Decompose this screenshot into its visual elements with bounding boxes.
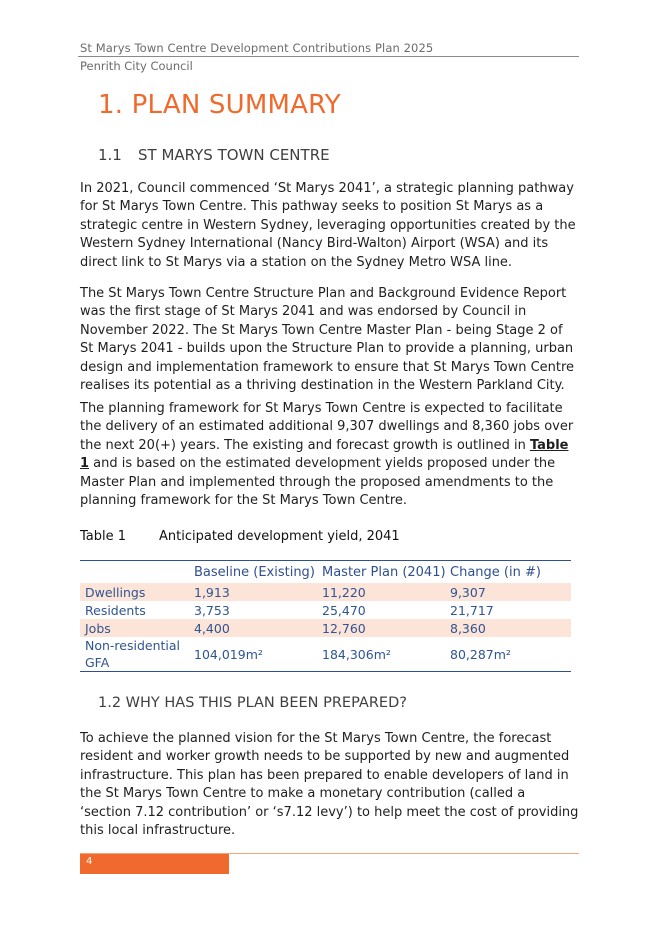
paragraph-4: To achieve the planned vision for the St Marys Town Centre, the forecast resident and worker growth needs to be supported by new and augmented infrastructure. This plan has been prepared to enable developers of land in the St Marys Town Centre to make a monetary contribution (called a ‘section 7.12 contribution’ or ‘s7.12 levy’) to help meet the cost of providing this local infrastructure. xyxy=(80,731,579,839)
table-caption xyxy=(80,529,400,544)
header-doc-title: St Marys Town Centre Development Contributions Plan 2025 xyxy=(80,41,434,55)
subsection-number: 1.1 xyxy=(98,146,122,164)
table-cell: 11,220 xyxy=(322,583,450,601)
table-cell: 80,287m² xyxy=(450,646,511,662)
table-cell: 12,760 xyxy=(322,619,450,637)
section-title: 1. PLAN SUMMARY xyxy=(98,90,341,120)
footer-page-tab xyxy=(80,854,229,874)
table-row xyxy=(80,583,571,601)
table-header-cell: Change (in #) xyxy=(450,565,541,580)
subsection-heading-1-2: 1.2 WHY HAS THIS PLAN BEEN PREPARED? xyxy=(98,695,407,711)
header-organization: Penrith City Council xyxy=(80,59,193,73)
paragraph-3 xyxy=(80,400,580,510)
paragraph-2: The St Marys Town Centre Structure Plan and Background Evidence Report was the first stage of St Marys 2041 and was endorsed by Council in November 2022. The St Marys Town Centre Master Plan - being Stage 2 of St Marys 2041 - builds upon the Structure Plan to provide a planning, urban design and implementation framework to ensure that St Marys Town Centre realises its potential as a thriving destination in the Western Parkland City. xyxy=(80,286,575,394)
table-cell: 9,307 xyxy=(450,583,571,601)
table-header-cell: Baseline (Existing) xyxy=(194,565,315,580)
paragraph-3-text-a: The planning framework for St Marys Town Centre is expected to facilitate the delivery of an estimated additional 9,307 dwellings and 8,360 jobs over the next 20(+) years. The existing and forecast growth is outlined in xyxy=(80,401,574,453)
table-row xyxy=(80,619,571,637)
table-header-cell xyxy=(80,561,194,584)
table-cell: 8,360 xyxy=(450,619,571,637)
table-cell: Residents xyxy=(85,602,146,618)
table-header-row xyxy=(80,561,571,584)
subsection-title: ST MARYS TOWN CENTRE xyxy=(138,146,330,164)
table-cell: Non-residential GFA xyxy=(85,638,181,670)
table-1-link[interactable]: Table 1 xyxy=(80,437,569,472)
table-cell: 3,753 xyxy=(194,602,230,618)
paragraph-3-text-b: and is based on the estimated development yields proposed under the Master Plan and implemented through the proposed amendments to the planning framework for the St Marys Town Centre. xyxy=(80,456,556,509)
table-cell: 1,913 xyxy=(194,583,322,601)
table-cell: 104,019m² xyxy=(194,646,263,662)
table-row xyxy=(80,601,571,619)
table-row xyxy=(80,637,571,672)
paragraph-1: In 2021, Council commenced ‘St Marys 2041’, a strategic planning pathway for St Marys Town Centre. This pathway seeks to position St Marys as a strategic centre in Western Sydney, leveraging opportunities created by the Western Sydney International (Nancy Bird-Walton) Airport (WSA) and its direct link to St Marys via a station on the Sydney Metro WSA line. xyxy=(80,181,576,270)
table-cell: 21,717 xyxy=(450,602,494,618)
table-cell: 184,306m² xyxy=(322,646,391,662)
development-yield-table xyxy=(80,560,571,672)
header-divider xyxy=(78,56,579,57)
subsection-heading-1-1 xyxy=(98,146,330,164)
table-cell: Dwellings xyxy=(80,583,194,601)
table-header-cell: Master Plan (2041) xyxy=(322,565,446,580)
page-number: 4 xyxy=(86,856,93,867)
table-caption-title: Anticipated development yield, 2041 xyxy=(159,529,400,544)
table-cell: Jobs xyxy=(80,619,194,637)
table-cell: 4,400 xyxy=(194,619,322,637)
table-cell: 25,470 xyxy=(322,602,366,618)
table-caption-number: Table 1 xyxy=(80,529,127,544)
